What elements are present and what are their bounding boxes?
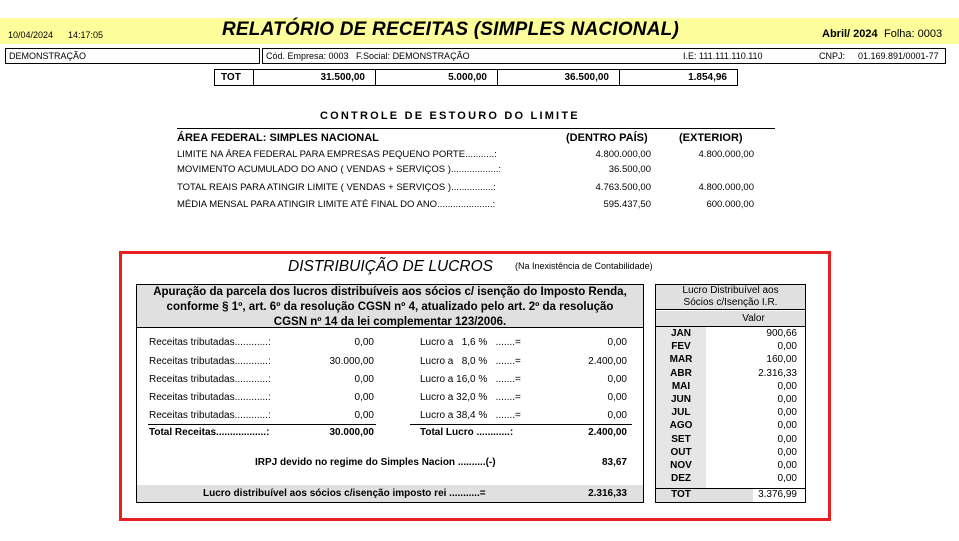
receita-label: Receitas tributadas............:	[149, 374, 271, 385]
receita-label: Receitas tributadas............:	[149, 337, 271, 348]
month-label: AGO	[669, 420, 693, 432]
month-label: JUL	[671, 407, 691, 419]
irpj-value: 83,67	[601, 457, 627, 468]
apuracao-description	[137, 285, 643, 328]
lucro-value: 0,00	[607, 392, 627, 403]
lucro-value: 0,00	[607, 410, 627, 421]
month-label: MAI	[671, 380, 691, 392]
month-label: SET	[671, 433, 691, 445]
apuracao-line: Apuração da parcela dos lucros distribuíveis aos sócios c/ isenção do Imposto Renda,	[153, 286, 627, 298]
month-value: 0,00	[777, 407, 797, 419]
month-value: 0,00	[777, 380, 797, 392]
controle-row-pais: 4.763.500,00	[595, 182, 651, 193]
controle-row-pais: 4.800.000,00	[595, 149, 651, 160]
total-lucro-value: 2.400,00	[588, 427, 627, 438]
company-ie: I.E: 111.111.110.110	[683, 51, 763, 61]
lucro-distribuivel-value: 2.316,33	[588, 488, 627, 499]
receita-label: Receitas tributadas............:	[149, 392, 271, 403]
company-code: Cód. Empresa: 0003 F.Social: DEMONSTRAÇÃO	[266, 51, 470, 61]
controle-row-label: TOTAL REAIS PARA ATINGIR LIMITE ( VENDAS + SERVIÇOS )................:	[177, 182, 496, 193]
month-label: NOV	[670, 460, 692, 471]
company-cnpj-label: CNPJ:	[819, 51, 846, 61]
apuracao-line: CGSN nº 14 da lei complementar 123/2006.	[273, 316, 507, 328]
controle-col-exterior: (EXTERIOR)	[679, 132, 743, 144]
company-name-box	[5, 48, 260, 64]
total-receitas-value: 30.000,00	[329, 427, 374, 438]
month-label: JAN	[670, 328, 691, 339]
receita-label: Receitas tributadas............:	[149, 356, 271, 367]
lucro-mensal-total-label: TOT	[671, 489, 691, 500]
month-value: 0,00	[777, 460, 797, 471]
apuracao-line: conforme § 1º, art. 6º da resolução CGSN nº 4, atualizado pelo art. 2º da resolução	[166, 301, 614, 313]
company-info-box	[262, 48, 946, 64]
total-receitas-divider	[148, 424, 376, 425]
lucro-mensal-valor-header: Valor	[656, 311, 805, 327]
distribuicao-title: DISTRIBUIÇÃO DE LUCROS	[288, 258, 493, 275]
controle-row-exterior: 4.800.000,00	[698, 149, 754, 160]
total-receitas-label: Total Receitas..................:	[149, 427, 270, 438]
receita-value: 0,00	[354, 337, 374, 348]
lucro-mensal-title-line: Sócios c/Isenção I.R.	[683, 297, 778, 308]
month-label: OUT	[670, 446, 692, 458]
totals-row	[214, 69, 738, 86]
month-label: JUN	[670, 394, 691, 405]
lucro-label: Lucro a 32,0 % .......=	[420, 392, 521, 403]
month-label: FEV	[671, 341, 691, 353]
controle-row-pais: 36.500,00	[608, 164, 651, 175]
report-page-number: Folha: 0003	[884, 28, 943, 40]
lucro-label: Lucro a 8,0 % .......=	[420, 356, 521, 367]
month-value: 0,00	[777, 433, 797, 445]
lucro-value: 0,00	[607, 337, 627, 348]
month-value: 900,66	[766, 328, 797, 339]
company-name: DEMONSTRAÇÃO	[9, 51, 87, 61]
controle-row-exterior: 4.800.000,00	[698, 182, 754, 193]
receita-value: 0,00	[354, 374, 374, 385]
controle-row-label: MÉDIA MENSAL PARA ATINGIR LIMITE ATÉ FINAL DO ANO.....................:	[177, 199, 496, 210]
totals-value: 36.500,00	[497, 70, 619, 85]
month-value: 0,00	[777, 394, 797, 405]
totals-value: 5.000,00	[375, 70, 497, 85]
lucro-value: 0,00	[607, 374, 627, 385]
controle-col-pais: (DENTRO PAÍS)	[566, 132, 648, 144]
irpj-label: IRPJ devido no regime do Simples Nacion ..........(-)	[255, 457, 496, 468]
lucro-mensal-title	[656, 285, 805, 310]
lucro-distribuivel-label: Lucro distribuível aos sócios c/isenção imposto rei ...........=	[203, 488, 486, 499]
month-label: MAR	[669, 354, 693, 366]
controle-row-pais: 595.437,50	[603, 199, 651, 210]
controle-title: CONTROLE DE ESTOURO DO LIMITE	[320, 110, 580, 122]
total-lucro-label: Total Lucro ............:	[420, 427, 514, 438]
controle-row-label: LIMITE NA ÁREA FEDERAL PARA EMPRESAS PEQUENO PORTE...........:	[177, 149, 497, 160]
month-value: 0,00	[777, 446, 797, 458]
lucro-label: Lucro a 38,4 % .......=	[420, 410, 521, 421]
month-value: 0,00	[777, 341, 797, 353]
total-lucro-divider	[410, 424, 632, 425]
month-value: 0,00	[777, 420, 797, 432]
company-cnpj: 01.169.891/0001-77	[858, 51, 939, 61]
report-date: 10/04/2024	[8, 30, 54, 40]
report-time: 14:17:05	[68, 30, 104, 40]
receita-label: Receitas tributadas............:	[149, 410, 271, 421]
totals-value: 1.854,96	[619, 70, 737, 85]
report-period: Abril/ 2024	[822, 28, 878, 40]
distribuicao-subtitle: (Na Inexistência de Contabilidade)	[515, 261, 653, 271]
lucro-label: Lucro a 16,0 % .......=	[420, 374, 521, 385]
totals-value: 31.500,00	[253, 70, 375, 85]
controle-row-exterior: 600.000,00	[706, 199, 754, 210]
lucro-mensal-title-line: Lucro Distribuível aos	[682, 285, 779, 296]
receita-value: 30.000,00	[329, 356, 374, 367]
controle-row-label: MOVIMENTO ACUMULADO DO ANO ( VENDAS + SERVIÇOS )..................:	[177, 164, 502, 175]
month-value: 2.316,33	[758, 367, 797, 379]
receita-value: 0,00	[354, 410, 374, 421]
month-value: 160,00	[766, 354, 797, 366]
month-label: ABR	[670, 367, 692, 379]
receita-value: 0,00	[354, 392, 374, 403]
lucro-value: 2.400,00	[588, 356, 627, 367]
totals-label: TOT	[221, 72, 241, 83]
controle-divider	[177, 128, 775, 129]
controle-area: ÁREA FEDERAL: SIMPLES NACIONAL	[177, 132, 379, 144]
lucro-mensal-total-value: 3.376,99	[758, 489, 797, 500]
month-value: 0,00	[777, 473, 797, 485]
report-title: RELATÓRIO DE RECEITAS (SIMPLES NACIONAL)	[222, 19, 679, 40]
month-label: DEZ	[671, 473, 691, 485]
lucro-label: Lucro a 1,6 % .......=	[420, 337, 521, 348]
